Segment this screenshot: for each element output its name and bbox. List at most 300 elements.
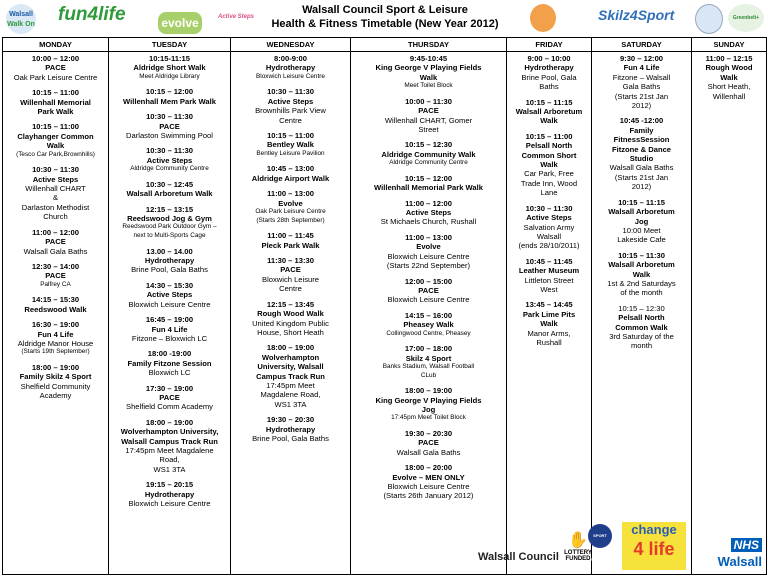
session-text: Active Steps xyxy=(32,174,79,184)
session-text: Park Walk xyxy=(37,107,74,117)
session-text: 17:45pm Meet xyxy=(266,380,315,390)
session-text: Street xyxy=(418,125,439,135)
sport-england-text: SPORT ENGLAND xyxy=(590,533,610,562)
session-time: 10:15 – 11:15 xyxy=(525,97,573,107)
session-text: Walk xyxy=(632,269,651,279)
session-entry xyxy=(4,122,107,159)
session-text: Littleton Street xyxy=(524,275,574,285)
session-text: PACE xyxy=(418,106,439,116)
session-time: 17:00 – 18:00 xyxy=(404,344,453,354)
session-text: Reedswood Jog & Gym xyxy=(127,214,212,224)
session-entry xyxy=(352,311,505,338)
session-text: Walsall Gala Baths xyxy=(23,246,88,256)
session-text: Collingwood Centre, Pheasey xyxy=(386,329,471,337)
session-text: Pleck Park Walk xyxy=(261,240,320,250)
orange-emblem-icon xyxy=(530,4,556,32)
session-entry xyxy=(508,257,590,295)
session-text: Car Park, Free xyxy=(524,169,574,179)
session-text: Willenhall Memorial Park Walk xyxy=(374,183,483,193)
session-text: 17:45pm Meet Magdalene xyxy=(125,445,214,455)
session-text: WS1 3TA xyxy=(153,464,186,474)
session-entry xyxy=(593,54,690,110)
evolve-logo-text: evolve xyxy=(161,16,199,30)
session-text: Centre xyxy=(279,284,302,294)
day-header-friday: FRIDAY xyxy=(507,38,592,52)
day-column-sunday xyxy=(692,52,767,575)
day-column-wednesday xyxy=(231,52,351,575)
header xyxy=(0,0,768,37)
session-text: Aldridge Manor House xyxy=(17,338,94,348)
session-time: 10:15-11:15 xyxy=(149,54,190,63)
session-entry xyxy=(4,54,107,82)
session-text: Fun 4 Life xyxy=(37,329,74,339)
session-time: 8:00-9:00 xyxy=(274,54,307,63)
session-text: Bentley Leisure Pavilion xyxy=(256,149,325,157)
session-entry xyxy=(4,363,107,401)
session-entry xyxy=(232,256,349,294)
session-entry xyxy=(352,140,505,167)
session-text: Darlaston Methodist xyxy=(21,202,90,212)
session-text: PACE xyxy=(418,285,439,295)
session-text: King George V Playing Fields xyxy=(375,395,482,405)
session-text: Meet Aldridge Library xyxy=(139,72,200,80)
session-text: Shelfield Comm Academy xyxy=(126,402,213,412)
session-entry xyxy=(352,54,505,91)
walsall-logo-text: Walsall xyxy=(9,11,33,18)
session-text: Brownhills Park View xyxy=(255,106,326,116)
session-text: Magdalene Road, xyxy=(260,390,321,400)
session-time: 10:00 – 12:00 xyxy=(31,54,80,63)
session-entry xyxy=(4,262,107,289)
session-text: Walsall Gala Baths xyxy=(609,163,674,173)
session-time: 12:00 – 15:00 xyxy=(404,276,453,286)
page-title xyxy=(250,3,520,31)
session-time: 10:30 – 11:30 xyxy=(267,87,314,97)
session-text: (Tesco Car Park,Brownhills) xyxy=(16,150,95,158)
session-text: Willenhall Mem Park Walk xyxy=(123,96,216,106)
lottery-hand-icon: ✋ xyxy=(568,532,588,549)
session-text: Fun 4 Life xyxy=(623,63,660,73)
session-entry xyxy=(352,174,505,193)
session-time: 12:15 – 13:15 xyxy=(145,204,194,214)
session-entry xyxy=(352,277,505,305)
session-time: 19:30 – 20:30 xyxy=(266,415,315,425)
session-time: 13.00 – 14.00 xyxy=(146,246,193,256)
session-time: 10:15 – 12:00 xyxy=(404,173,453,183)
session-text: Lakeside Cafe xyxy=(617,235,666,245)
session-text: Bloxwich Leisure Centre xyxy=(128,299,211,309)
session-entry xyxy=(508,98,590,126)
session-entry xyxy=(110,281,229,309)
session-entry xyxy=(110,146,229,173)
session-text: PACE xyxy=(45,237,66,247)
change4life-text-1: change xyxy=(631,522,677,537)
session-text: Brine Pool, Gala xyxy=(521,72,577,82)
session-time: 11:00 – 12:00 xyxy=(32,227,79,237)
session-time: 10:15 – 11:00 xyxy=(32,122,79,132)
session-time: 10:45 – 11:45 xyxy=(525,256,573,266)
session-text: Trade Inn, Wood xyxy=(520,178,578,188)
session-text: Campus Track Run xyxy=(256,371,325,381)
session-entry xyxy=(110,247,229,275)
session-text: Active Steps xyxy=(405,208,452,218)
session-entry xyxy=(593,304,690,351)
session-text: & xyxy=(52,193,59,203)
nhs-badge: NHS xyxy=(731,538,762,552)
session-time: 10:30 – 11:30 xyxy=(525,203,573,213)
session-text: (Starts 22nd September) xyxy=(386,261,471,271)
session-time: 14:30 – 15:30 xyxy=(145,280,194,290)
session-text: Evolve – MEN ONLY xyxy=(392,472,465,482)
session-text: Pelsall North xyxy=(618,313,665,323)
session-text: Palfrey CA xyxy=(40,280,71,288)
session-entry xyxy=(693,54,765,101)
session-time: 19:15 – 20:15 xyxy=(145,480,194,490)
session-text: Pheasey Walk xyxy=(403,320,454,330)
session-text: Fitzone – Walsall xyxy=(612,72,671,82)
session-text: Walk xyxy=(540,116,558,126)
session-time: 11:00 – 12:15 xyxy=(705,54,753,63)
session-time: 10:15 – 11:30 xyxy=(618,250,665,260)
session-text: Family Skilz 4 Sport xyxy=(19,372,92,382)
change4life-text-2: 4 life xyxy=(633,539,675,559)
session-text: Hydrotherapy xyxy=(144,256,195,266)
session-entry xyxy=(110,180,229,199)
session-text: Bloxwich Leisure Centre xyxy=(387,481,470,491)
session-text: Brine Pool, Gala Baths xyxy=(131,265,208,275)
day-header-thursday: THURSDAY xyxy=(351,38,507,52)
session-entry xyxy=(593,251,690,298)
session-text: Clayhanger Common xyxy=(17,131,94,141)
session-entry xyxy=(110,418,229,474)
session-entry xyxy=(352,344,505,380)
session-entry xyxy=(110,54,229,81)
session-entry xyxy=(352,463,505,501)
session-text: King George V Playing Fields xyxy=(375,63,482,73)
day-column-tuesday xyxy=(109,52,231,575)
session-text: Hydrotherapy xyxy=(144,489,195,499)
session-text: month xyxy=(630,341,653,351)
session-text: Aldridge Airport Walk xyxy=(251,173,330,183)
session-time: 9:00 – 10:00 xyxy=(527,54,571,63)
day-header-row xyxy=(3,38,767,52)
session-time: 10:15 – 11:00 xyxy=(525,131,573,141)
session-entry xyxy=(232,189,349,225)
session-text: Centre xyxy=(279,115,302,125)
session-text: Family Fitzone Session xyxy=(127,358,212,368)
session-text: Studio xyxy=(629,154,654,164)
session-entry xyxy=(232,415,349,443)
session-text: St Michaels Church, Rushall xyxy=(380,217,477,227)
session-text: Walk xyxy=(419,72,438,82)
fun4life-logo xyxy=(58,4,126,26)
session-text: Baths xyxy=(539,82,559,92)
session-time: 18:00 – 20:00 xyxy=(404,463,453,473)
session-text: 3rd Saturday of the xyxy=(609,331,674,341)
session-text: 1st & 2nd Saturdays xyxy=(607,278,676,288)
session-text: Walsall Gala Baths xyxy=(396,447,461,457)
session-text: Manor Arms, xyxy=(527,328,571,338)
session-time: 11:00 – 13:00 xyxy=(405,232,452,242)
session-text: Walk xyxy=(720,72,738,82)
session-text: PACE xyxy=(418,438,439,448)
session-entry xyxy=(110,112,229,140)
session-time: 18:00 – 19:00 xyxy=(266,343,315,353)
session-text: PACE xyxy=(159,121,180,131)
session-text: Meet Toilet Block xyxy=(404,82,453,90)
session-text: Walk xyxy=(540,160,558,170)
session-text: Salvation Army xyxy=(523,222,575,232)
lottery-funded-text: LOTTERY FUNDED xyxy=(564,550,592,562)
session-time: 19:30 – 20:30 xyxy=(404,428,453,438)
session-entry xyxy=(593,116,690,191)
session-text: Active Steps xyxy=(267,96,314,106)
session-time: 10:30 – 11:30 xyxy=(32,165,79,175)
session-text: Walsall Arboretum Walk xyxy=(126,189,213,199)
session-text: Willenhall xyxy=(712,91,746,101)
session-entry xyxy=(110,480,229,508)
session-text: Active Steps xyxy=(146,290,193,300)
session-text: Aldridge Community Centre xyxy=(130,165,209,173)
session-text: PACE xyxy=(45,271,66,281)
session-text: Fitzone & Dance xyxy=(611,144,672,154)
session-text: Aldridge Short Walk xyxy=(133,63,206,73)
day-header-sunday: SUNDAY xyxy=(692,38,767,52)
session-text: 2012) xyxy=(631,182,652,192)
session-time: 13:45 – 14:45 xyxy=(525,300,573,310)
session-text: Rough Wood Walk xyxy=(257,309,324,319)
day-header-tuesday: TUESDAY xyxy=(109,38,231,52)
session-time: 9:45-10:45 xyxy=(409,54,448,63)
walsall-council-text: Walsall Council xyxy=(478,551,559,563)
session-time: 18:00 – 19:00 xyxy=(404,386,453,396)
session-text: Hydrotherapy xyxy=(524,63,574,73)
session-time: 10:30 – 11:30 xyxy=(146,112,193,122)
session-text: Pelsall North xyxy=(525,141,573,151)
session-entry xyxy=(508,132,590,198)
session-text: Academy xyxy=(39,391,72,401)
session-text: Evolve xyxy=(278,198,303,208)
session-time: 10:30 – 11:30 xyxy=(146,146,193,156)
session-text: Bloxwich LC xyxy=(148,368,191,378)
session-text: Rough Wood xyxy=(705,63,753,73)
session-entry xyxy=(4,165,107,221)
session-text: Park Lime Pits xyxy=(522,309,576,319)
session-entry xyxy=(110,87,229,106)
session-entry xyxy=(232,131,349,158)
session-text: Wolverhampton xyxy=(261,352,320,362)
session-text: CLub xyxy=(420,371,437,379)
session-entry xyxy=(4,295,107,314)
day-column-monday xyxy=(3,52,109,575)
session-entry xyxy=(110,315,229,343)
session-text: next to Multi-Sports Cage xyxy=(133,232,206,240)
title-line-2: Health & Fitness Timetable (New Year 2012) xyxy=(271,18,499,30)
session-text: West xyxy=(540,284,558,294)
session-text: Walsall Arboretum xyxy=(608,207,675,217)
session-text: PACE xyxy=(159,392,180,402)
session-text: (Starts 28th September) xyxy=(256,216,325,224)
session-text: Fun 4 Life xyxy=(151,324,188,334)
session-time: 10:45 -12:00 xyxy=(619,116,664,126)
session-time: 14:15 – 15:30 xyxy=(31,295,80,305)
sessions-row xyxy=(3,52,767,575)
session-text: FitnessSession xyxy=(613,135,670,145)
greenbelt-logo xyxy=(728,4,764,32)
session-time: 11:30 – 13:30 xyxy=(267,256,314,266)
session-entry xyxy=(352,233,505,271)
session-time: 10:30 – 12:45 xyxy=(145,179,194,189)
session-entry xyxy=(110,205,229,241)
session-time: 11:00 – 13:00 xyxy=(267,189,314,199)
session-text: Road, xyxy=(159,455,180,465)
session-text: Rushall xyxy=(536,337,562,347)
session-text: 2012) xyxy=(631,101,652,111)
session-text: Gala Baths xyxy=(622,82,661,92)
session-text: University, Walsall xyxy=(257,362,324,372)
session-text: Leather Museum xyxy=(518,266,580,276)
session-time: 10:15 – 11:00 xyxy=(267,131,314,141)
session-entry xyxy=(232,54,349,81)
session-time: 10:00 – 11:30 xyxy=(405,96,452,106)
session-text: Oak Park Leisure Centre xyxy=(255,208,326,216)
session-text: Brine Pool, Gala Baths xyxy=(252,433,329,443)
session-time: 18:00 -19:00 xyxy=(147,349,192,359)
active-steps-logo xyxy=(218,14,254,20)
session-text: Active Steps xyxy=(146,155,193,165)
nhs-walsall-logo xyxy=(698,536,762,569)
skilz4sport-logo xyxy=(598,7,674,23)
active-steps-logo-text: Active Steps xyxy=(218,14,255,20)
session-entry xyxy=(232,87,349,125)
session-entry xyxy=(508,54,590,92)
session-text: Willenhall CHART, Gomer xyxy=(384,115,473,125)
session-text: Aldridge Community Centre xyxy=(389,159,468,167)
session-time: 10:45 – 13:00 xyxy=(266,164,315,174)
session-time: 11:00 – 11:45 xyxy=(267,231,314,241)
session-text: (Starts 21st Jan xyxy=(614,172,669,182)
evolve-logo xyxy=(158,12,202,34)
walsall-walk-on-logo xyxy=(6,4,36,34)
day-header-monday: MONDAY xyxy=(3,38,109,52)
day-column-thursday xyxy=(351,52,507,575)
session-entry xyxy=(110,349,229,377)
greenbelt-logo-text: Greenbelt+ xyxy=(732,15,760,21)
session-text: Aldridge Community Walk xyxy=(381,149,476,159)
session-time: 11:00 – 12:00 xyxy=(405,198,452,208)
session-entry xyxy=(4,228,107,256)
session-text: (Starts 26th January 2012) xyxy=(383,491,474,501)
session-text: Hydrotherapy xyxy=(265,424,316,434)
footer xyxy=(0,522,768,576)
session-text: Walsall Arboretum xyxy=(608,260,675,270)
session-text: Fitzone – Bloxwich LC xyxy=(131,333,208,343)
session-time: 12:30 – 14:00 xyxy=(31,261,80,271)
session-text: Walsall Campus Track Run xyxy=(121,436,218,446)
session-text: Darlaston Swimming Pool xyxy=(126,131,213,141)
session-text: (Starts 19th September) xyxy=(21,348,90,356)
skilz4sport-logo-text: Skilz4Sport xyxy=(598,7,675,23)
session-entry xyxy=(110,384,229,412)
session-text: Willenhall Memorial xyxy=(20,97,91,107)
session-entry xyxy=(232,231,349,250)
session-text: PACE xyxy=(45,63,66,73)
session-text: Active Steps xyxy=(526,213,572,223)
session-time: 17:30 – 19:00 xyxy=(145,383,194,393)
session-text: Shelfield Community xyxy=(20,381,91,391)
session-time: 10:15 – 12:30 xyxy=(404,140,453,150)
session-text: Bloxwich Leisure Centre xyxy=(387,251,470,261)
session-text: Reedswood Walk xyxy=(24,304,87,314)
session-text: Banks Stadium, Walsall Football xyxy=(382,362,475,370)
session-text: Wolverhampton University, xyxy=(120,427,219,437)
session-text: Common Short xyxy=(521,150,577,160)
change4life-logo xyxy=(622,522,686,570)
session-text: Short Heath, xyxy=(707,82,751,92)
session-time: 9:30 – 12:00 xyxy=(619,54,664,63)
session-text: (ends 28/10/2011) xyxy=(518,241,580,251)
day-header-wednesday: WEDNESDAY xyxy=(231,38,351,52)
session-entry xyxy=(508,204,590,251)
session-text: Evolve xyxy=(416,242,441,252)
session-entry xyxy=(508,300,590,347)
session-entry xyxy=(352,199,505,227)
session-entry xyxy=(232,343,349,409)
session-text: Bloxwich Leisure Centre xyxy=(387,295,470,305)
session-text: (Starts 21st Jan xyxy=(614,91,669,101)
session-time: 16:30 – 19:00 xyxy=(31,320,80,330)
session-entry xyxy=(352,386,505,423)
session-text: Walsall xyxy=(536,231,562,241)
timetable xyxy=(2,37,767,575)
session-time: 10:15 – 12:00 xyxy=(145,87,194,97)
session-text: Common Walk xyxy=(615,322,668,332)
session-time: 16:45 – 19:00 xyxy=(145,315,194,325)
day-column-saturday xyxy=(592,52,692,575)
session-entry xyxy=(4,88,107,116)
session-text: of the month xyxy=(620,288,663,298)
session-text: United Kingdom Public xyxy=(252,318,329,328)
session-text: Oak Park Leisure Centre xyxy=(13,72,98,82)
session-time: 12:15 – 13:45 xyxy=(266,299,315,309)
session-text: Walsall Arboretum xyxy=(515,107,583,117)
session-time: 10:15 – 11:00 xyxy=(32,88,79,98)
session-text: Hydrotherapy xyxy=(265,63,316,73)
day-column-friday xyxy=(507,52,592,575)
walk-on-logo-text: Walk On xyxy=(7,21,35,28)
session-text: Bentley Walk xyxy=(267,140,314,150)
session-text: Bloxwich Leisure xyxy=(262,274,319,284)
sport-england-logo xyxy=(588,524,612,562)
session-time: 14:15 – 16:00 xyxy=(404,310,453,320)
session-entry xyxy=(232,164,349,183)
day-header-saturday: SATURDAY xyxy=(592,38,692,52)
session-text: Lane xyxy=(540,188,558,198)
session-text: Jog xyxy=(421,404,436,414)
fun4life-logo-text: fun4life xyxy=(58,4,126,25)
session-time: 10:15 – 12:30 xyxy=(618,303,665,313)
session-text: Bloxwich Leisure Centre xyxy=(256,72,325,80)
session-entry xyxy=(352,97,505,135)
session-text: 10:00 Meet xyxy=(622,225,661,235)
session-time: 18:00 – 19:00 xyxy=(145,417,194,427)
session-text: Family xyxy=(629,125,654,135)
session-entry xyxy=(232,300,349,338)
session-text: Skilz 4 Sport xyxy=(405,353,452,363)
session-text: PACE xyxy=(280,265,301,275)
session-text: 17:45pm Meet Toilet Block xyxy=(391,414,466,422)
session-text: Willenhall CHART xyxy=(25,184,86,194)
